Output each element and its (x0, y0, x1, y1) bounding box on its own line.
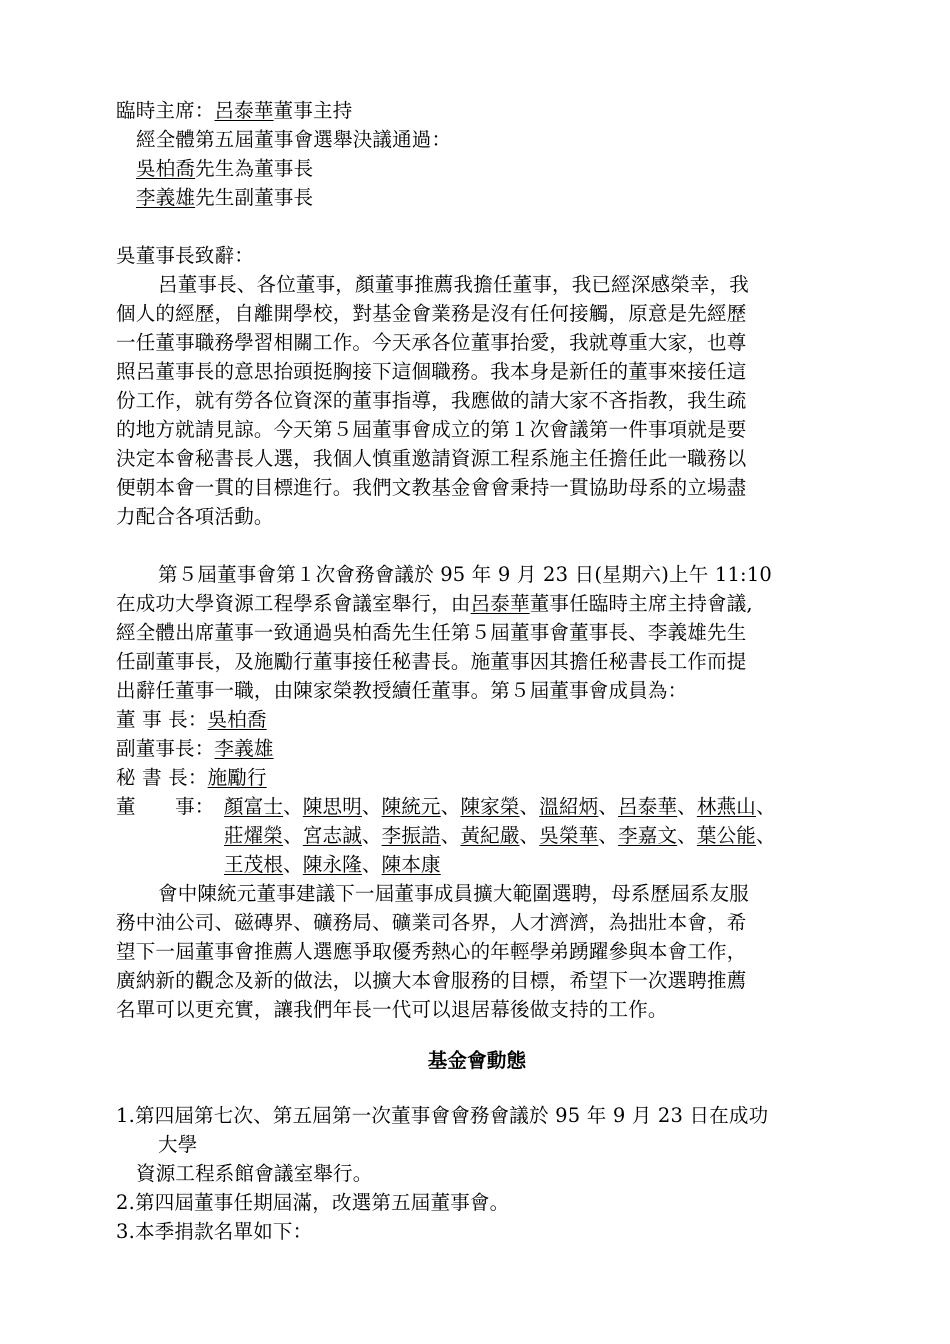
roster-directors-label: 董 事： (116, 795, 215, 818)
roster-directors (116, 792, 838, 879)
speech-line: 照呂董事長的意思抬頭挺胸接下這個職務。我本身是新任的董事來接任這 (116, 360, 747, 383)
news-item-1-wrap: 大學 (158, 1133, 198, 1156)
roster-secretary-name: 施勵行 (207, 766, 267, 789)
chairman-elected-line (116, 154, 838, 183)
separator: 、 (598, 795, 619, 818)
separator: 、 (361, 853, 382, 876)
separator: 、 (519, 824, 540, 847)
vice-elected-suffix: 先生副董事長 (195, 186, 314, 209)
speech-heading: 吳董事長致辭： (116, 244, 254, 267)
director-name: 吳榮華 (539, 824, 599, 847)
chair-suffix: 董事主持 (273, 99, 353, 122)
separator: 、 (755, 824, 776, 847)
separator: 、 (677, 795, 697, 818)
separator: 、 (283, 853, 303, 876)
speech-line: 個人的經歷，自離開學校，對基金會業務是沒有任何接觸，原意是先經歷 (116, 302, 747, 325)
director-name: 莊燿榮 (224, 824, 284, 847)
section-title: 基金會動態 (427, 1049, 527, 1072)
director-name: 溫紹炳 (539, 795, 599, 818)
director-name: 陳永隆 (302, 853, 362, 876)
meeting-line2-post: 董事任臨時主席主持會議, (529, 592, 753, 615)
resolution-line: 經全體第五屆董事會選舉決議通過： (136, 128, 452, 151)
meeting-line: 任副董事長，及施勵行董事接任秘書長。施董事因其擔任秘書長工作而提 (116, 650, 747, 673)
chairman-elected-suffix: 先生為董事長 (195, 157, 314, 180)
suggestion-line: 廣納新的觀念及新的做法，以擴大本會服務的目標，希望下一次選聘推薦 (116, 969, 747, 992)
roster-secretary-label: 秘 書 長： (116, 766, 208, 789)
speech-line: 決定本會秘書長人選，我個人慎重邀請資源工程系施主任擔任此一職務以 (116, 447, 747, 470)
suggestion-line: 名單可以更充實，讓我們年長一代可以退居幕後做支持的工作。 (116, 998, 668, 1021)
director-name: 王茂根 (224, 853, 284, 876)
separator: 、 (283, 824, 303, 847)
director-name: 陳思明 (302, 795, 362, 818)
roster-chairman-name: 吳柏喬 (207, 708, 267, 731)
director-name: 李振誥 (381, 824, 441, 847)
director-name: 葉公能 (696, 824, 756, 847)
chair-label: 臨時主席： (116, 99, 215, 122)
suggestion-line: 會中陳統元董事建議下一屆董事成員擴大範圍選聘，母系歷屆系友服 (158, 882, 750, 905)
director-name: 陳統元 (381, 795, 441, 818)
director-name: 顏富士 (224, 795, 284, 818)
director-name: 黃紀嚴 (460, 824, 520, 847)
spacer (116, 212, 838, 241)
roster-chairman-label: 董 事 長： (116, 708, 208, 731)
separator: 、 (440, 824, 461, 847)
vice-elected-line (116, 183, 838, 212)
news-item-3: 3.本季捐款名單如下： (116, 1220, 313, 1243)
roster-secretary (116, 763, 838, 792)
meeting-line2-pre: 在成功大學資源工程學系會議室舉行，由 (116, 592, 471, 615)
speech-line: 呂董事長、各位董事，顏董事推薦我擔任董事，我已經深感榮幸，我 (158, 273, 750, 296)
spacer (116, 1075, 838, 1101)
director-name: 林燕山 (696, 795, 756, 818)
separator: 、 (283, 795, 303, 818)
speech-line: 力配合各項活動。 (116, 505, 274, 528)
director-name: 宮志誠 (302, 824, 362, 847)
roster-vice-name: 李義雄 (214, 737, 274, 760)
separator: 、 (755, 795, 776, 818)
director-name: 陳家榮 (460, 795, 520, 818)
chair-name: 呂泰華 (214, 99, 274, 122)
director-line (224, 821, 838, 850)
director-name: 李嘉文 (618, 824, 678, 847)
separator: 、 (440, 795, 461, 818)
roster-directors-list (224, 792, 838, 879)
vice-elected-name: 李義雄 (136, 186, 196, 209)
separator: 、 (361, 824, 382, 847)
chairman-elected-name: 吳柏喬 (136, 157, 196, 180)
director-name: 陳本康 (381, 853, 441, 876)
suggestion-line: 望下一屆董事會推薦人選應爭取優秀熱心的年輕學弟踴躍參與本會工作， (116, 940, 747, 963)
meeting-line (116, 589, 838, 618)
spacer (116, 531, 838, 560)
separator: 、 (677, 824, 697, 847)
speech-line: 一任董事職務學習相關工作。今天承各位董事抬愛，我就尊重大家，也尊 (116, 331, 747, 354)
director-line (224, 850, 838, 879)
roster-vice (116, 734, 838, 763)
roster-vice-label: 副董事長： (116, 737, 215, 760)
suggestion-line: 務中油公司、磁磚界、礦務局、礦業司各界，人才濟濟，為拙壯本會，希 (116, 911, 747, 934)
director-name: 呂泰華 (618, 795, 678, 818)
meeting-line: 第５屆董事會第１次會務會議於 95 年 9 月 23 日(星期六)上午 11:10 (158, 563, 773, 586)
separator: 、 (598, 824, 619, 847)
meeting-line: 經全體出席董事一致通過吳柏喬先生任第５屆董事會董事長、李義雄先生 (116, 621, 747, 644)
speech-line: 份工作，就有勞各位資深的董事指導，我應做的請大家不吝指教，我生疏 (116, 389, 747, 412)
chair-line (116, 96, 838, 125)
document-page (116, 96, 838, 1246)
news-item-1: 1.第四屆第七次、第五屆第一次董事會會務會議於 95 年 9 月 23 日在成功 (116, 1104, 769, 1127)
roster-chairman (116, 705, 838, 734)
separator: 、 (519, 795, 540, 818)
director-line (224, 792, 838, 821)
meeting-chair-name: 呂泰華 (470, 592, 530, 615)
meeting-line: 出辭任董事一職，由陳家榮教授續任董事。第５屆董事會成員為： (116, 679, 688, 702)
separator: 、 (361, 795, 382, 818)
speech-line: 便朝本會一貫的目標進行。我們文教基金會會秉持一貫協助母系的立場盡 (116, 476, 747, 499)
news-item-1-cont: 資源工程系館會議室舉行。 (136, 1162, 373, 1185)
news-item-2: 2.第四屆董事任期屆滿，改選第五屆董事會。 (116, 1191, 510, 1214)
speech-line: 的地方就請見諒。今天第５屆董事會成立的第１次會議第一件事項就是要 (116, 418, 747, 441)
spacer (116, 1024, 838, 1046)
